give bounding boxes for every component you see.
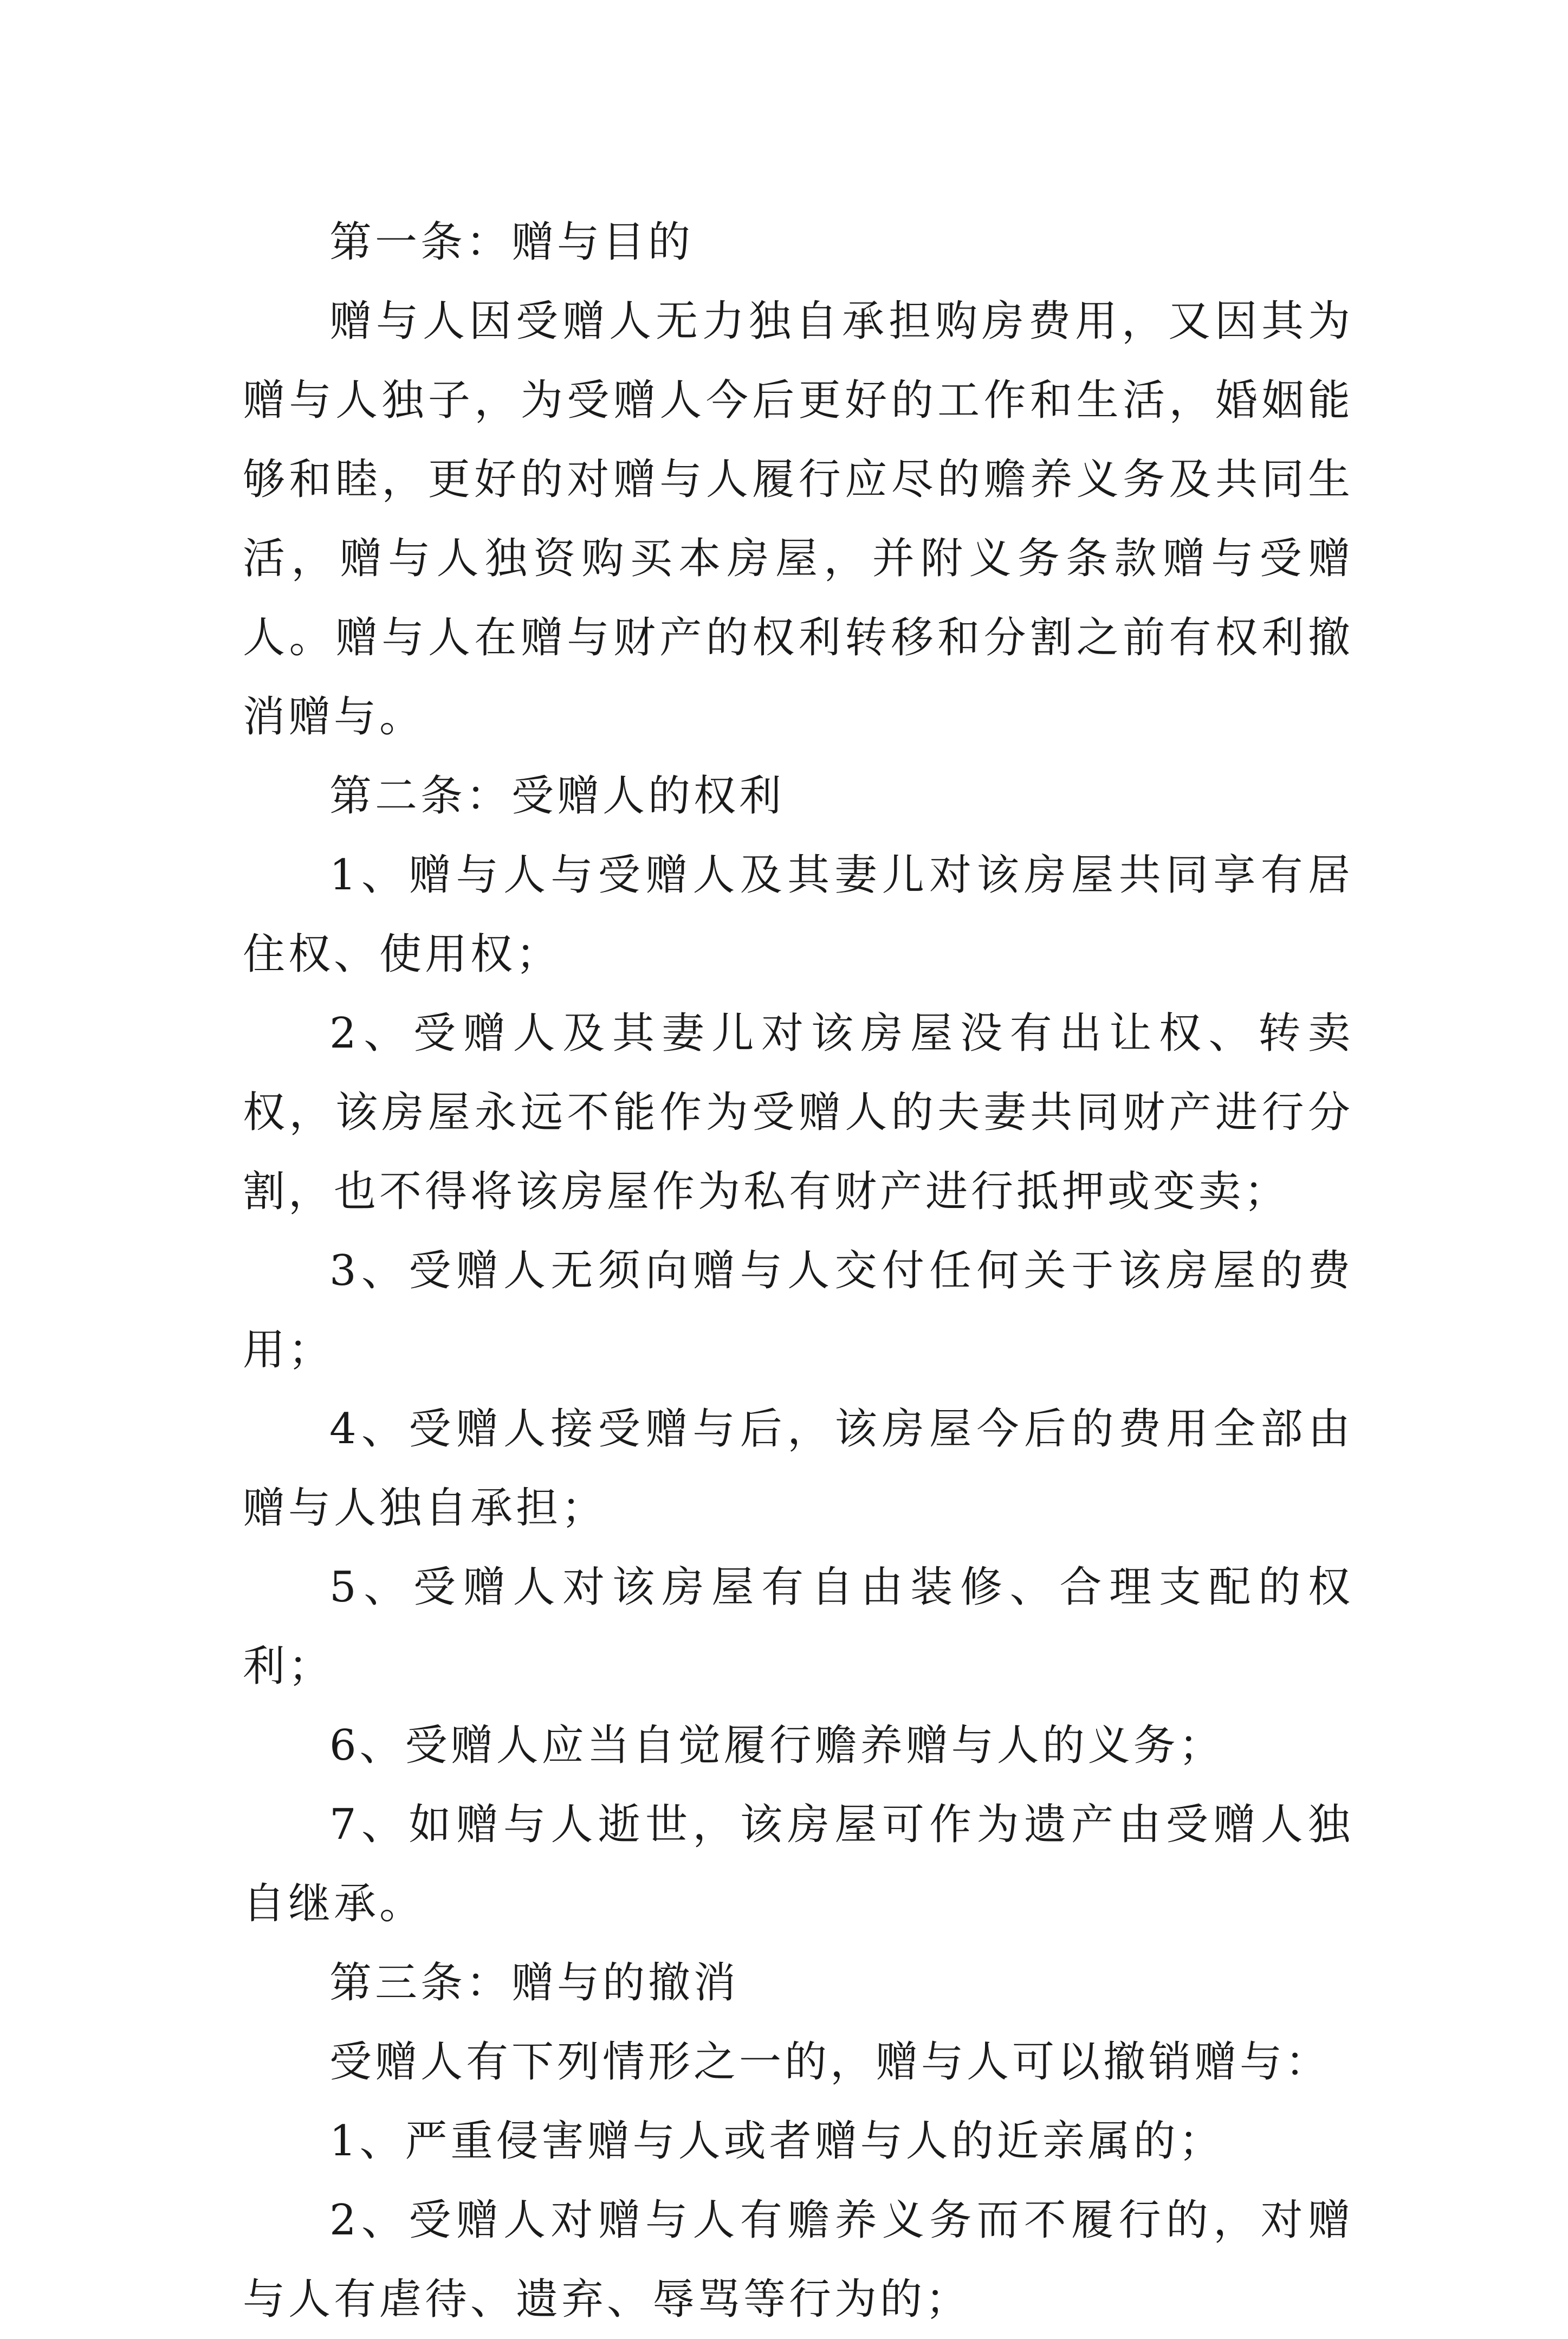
- article-3-item-1: 1、严重侵害赠与人或者赠与人的近亲属的；: [329, 2117, 1224, 2166]
- article-2-item-1: 1、赠与人与受赠人及其妻儿对该房屋共同享有居住权、使用权；: [243, 851, 1353, 979]
- article-2-item-6: 6、受赠人应当自觉履行赡养赠与人的义务；: [329, 1721, 1224, 1770]
- article-2-heading: 第二条：受赠人的权利: [329, 772, 785, 820]
- article-2-item-3: 3、受赠人无须向赠与人交付任何关于该房屋的费用；: [243, 1246, 1353, 1374]
- article-2-item-7: 7、如赠与人逝世，该房屋可作为遗产由受赠人独自继承。: [243, 1800, 1353, 1928]
- document-body: [243, 203, 1353, 2339]
- article-3-heading: 第三条：赠与的撤消: [329, 1959, 740, 2007]
- article-1-text: 赠与人因受赠人无力独自承担购房费用，又因其为赠与人独子，为受赠人今后更好的工作和生活，婚姻能够和睦，更好的对赠与人履行应尽的赡养义务及共同生活，赠与人独资购买本房屋，并附义务条款赠与受赠人。赠与人在赠与财产的权利转移和分割之前有权利撤消赠与。: [243, 297, 1353, 741]
- article-3-item-2: 2、受赠人对赠与人有赡养义务而不履行的，对赠与人有虐待、遗弃、辱骂等行为的；: [243, 2196, 1353, 2324]
- article-2-item-2: 2、受赠人及其妻儿对该房屋没有出让权、转卖权，该房屋永远不能作为受赠人的夫妻共同财产进行分割，也不得将该房屋作为私有财产进行抵押或变卖；: [243, 1009, 1353, 1216]
- article-3-intro: 受赠人有下列情形之一的，赠与人可以撤销赠与：: [329, 2038, 1331, 2086]
- article-1-heading: 第一条：赠与目的: [329, 218, 694, 267]
- article-2-item-5: 5、受赠人对该房屋有自由装修、合理支配的权利；: [243, 1563, 1353, 1691]
- article-2-item-4: 4、受赠人接受赠与后，该房屋今后的费用全部由赠与人独自承担；: [243, 1405, 1353, 1533]
